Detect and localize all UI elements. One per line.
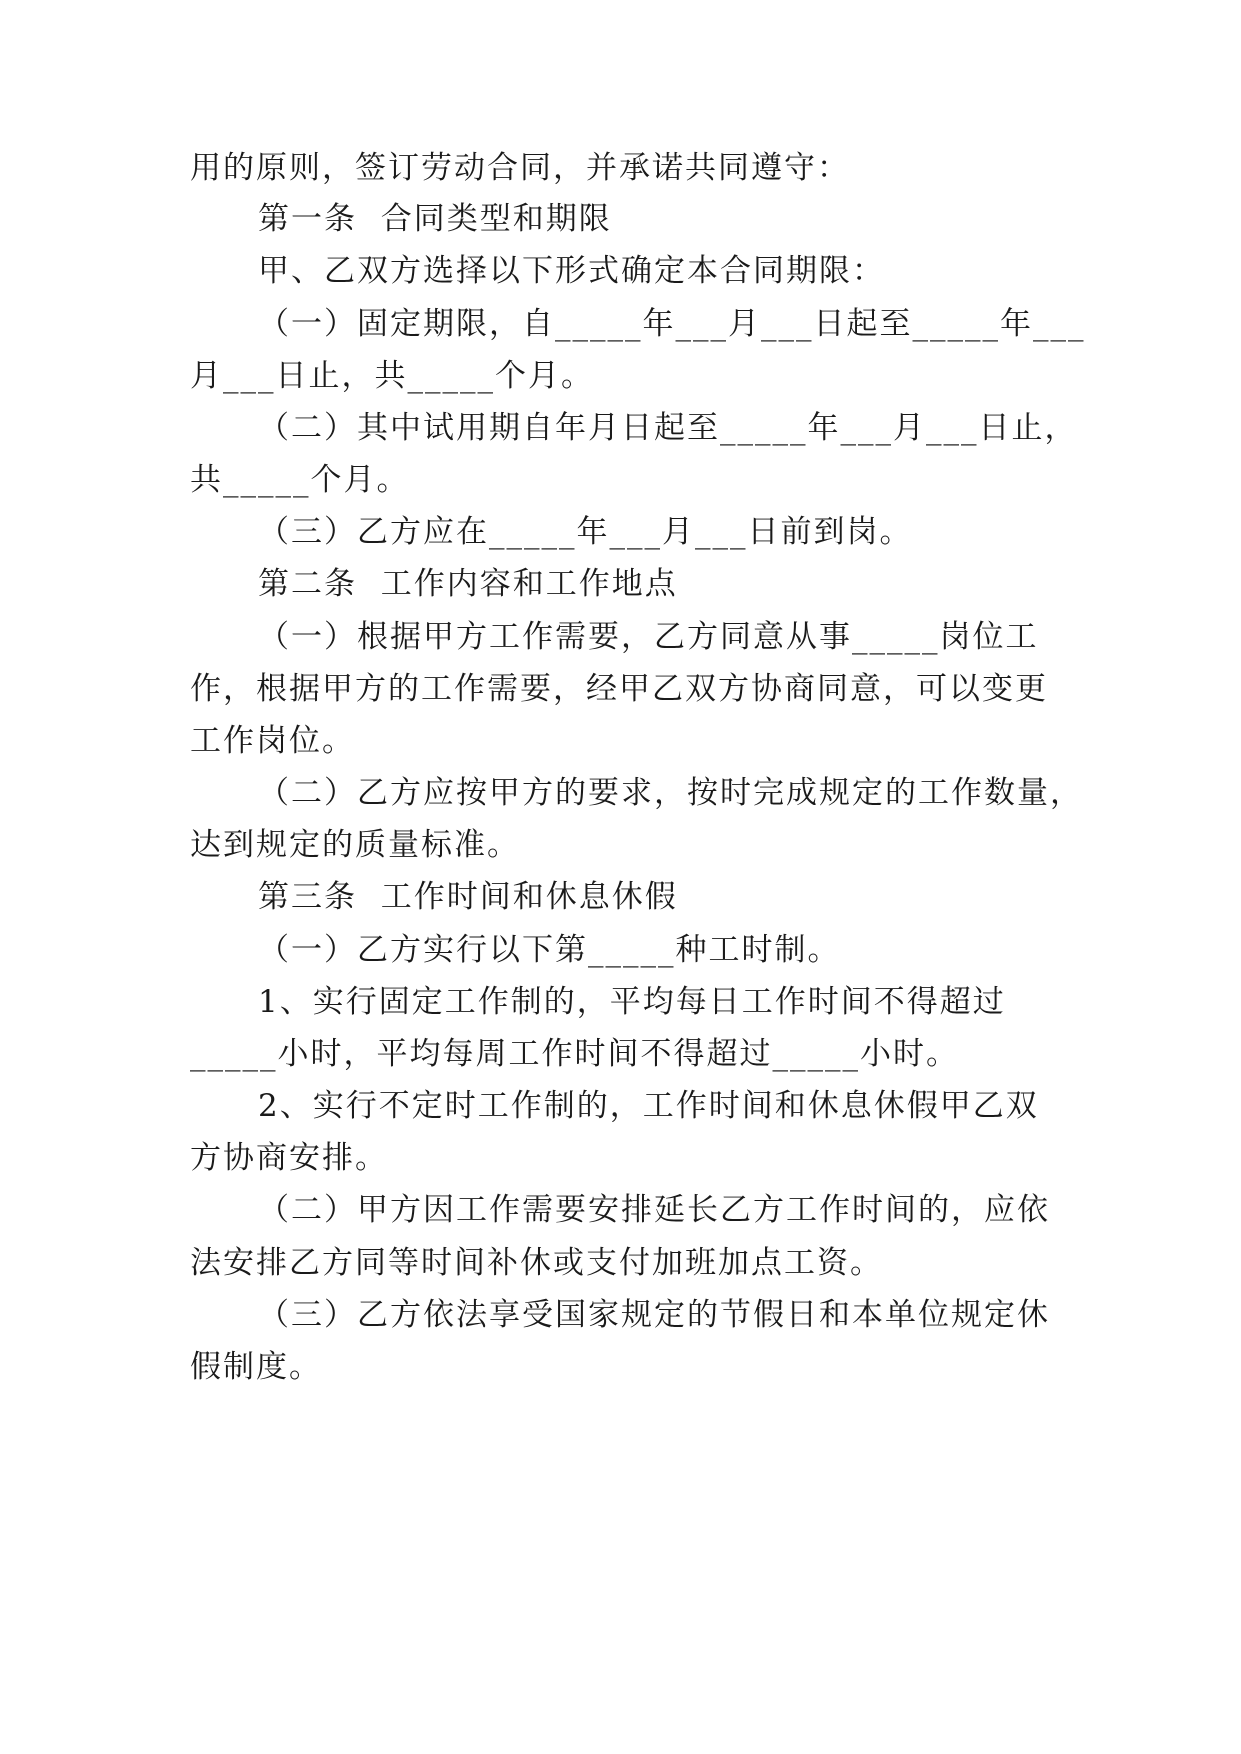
article-heading: 第二条 工作内容和工作地点: [258, 566, 678, 602]
text-line: _____小时，平均每周工作时间不得超过_____小时。: [190, 1036, 959, 1072]
article-heading: 第一条 合同类型和期限: [258, 201, 612, 237]
text-line: 共_____个月。: [190, 462, 410, 498]
text-line: 方协商安排。: [190, 1140, 388, 1176]
text-line: 法安排乙方同等时间补休或支付加班加点工资。: [190, 1245, 883, 1281]
article-heading: 第三条 工作时间和休息休假: [258, 879, 678, 915]
text-line: （三）乙方应在_____年___月___日前到岗。: [258, 514, 913, 550]
text-line: 1、实行固定工作制的，平均每日工作时间不得超过: [258, 984, 1006, 1020]
text-line: 用的原则，签订劳动合同，并承诺共同遵守：: [190, 150, 850, 186]
text-line: （一）根据甲方工作需要，乙方同意从事_____岗位工: [258, 619, 1039, 655]
text-line: 2、实行不定时工作制的，工作时间和休息休假甲乙双: [258, 1088, 1039, 1124]
text-line: （二）甲方因工作需要安排延长乙方工作时间的，应依: [258, 1192, 1050, 1228]
text-line: 甲、乙双方选择以下形式确定本合同期限：: [258, 253, 885, 289]
text-line: 作，根据甲方的工作需要，经甲乙双方协商同意，可以变更: [190, 671, 1048, 707]
text-line: 月___日止，共_____个月。: [190, 358, 594, 394]
text-line: （一）固定期限，自_____年___月___日起至_____年___: [258, 306, 1086, 342]
text-line: （三）乙方依法享受国家规定的节假日和本单位规定休: [258, 1297, 1050, 1333]
text-line: （一）乙方实行以下第_____种工时制。: [258, 932, 841, 968]
text-line: 假制度。: [190, 1349, 322, 1385]
text-line: （二）乙方应按甲方的要求，按时完成规定的工作数量，: [258, 775, 1083, 811]
text-line: 工作岗位。: [190, 723, 355, 759]
text-line: 达到规定的质量标准。: [190, 827, 520, 863]
text-line: （二）其中试用期自年月日起至_____年___月___日止，: [258, 410, 1078, 446]
